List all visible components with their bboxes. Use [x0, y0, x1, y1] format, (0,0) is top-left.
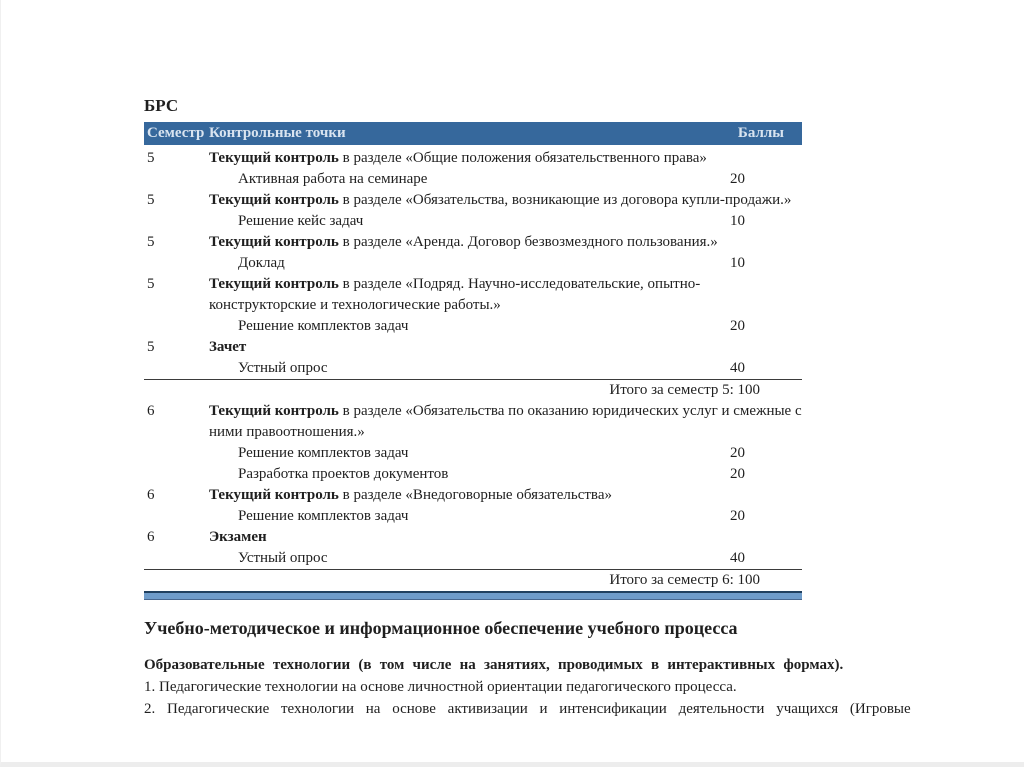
- control-points-cell: [209, 527, 802, 548]
- control-points-cell: Решение кейс задач: [238, 213, 364, 229]
- table-row: [144, 464, 802, 485]
- semester-cell: [144, 316, 209, 337]
- table-row: [144, 169, 802, 190]
- table-row: [144, 443, 802, 464]
- semester-cell: 6: [147, 529, 155, 545]
- table-row: [144, 211, 802, 232]
- table-row: [144, 190, 802, 211]
- control-point-title: Текущий контроль: [209, 192, 339, 208]
- table-row: [144, 548, 802, 569]
- edu-tech-intro: Образовательные технологии (в том числе на занятиях, проводимых в интерактивных формах).: [144, 657, 844, 673]
- control-points-cell: [209, 485, 802, 506]
- points-cell: 20: [730, 171, 745, 187]
- semester-cell: 6: [147, 403, 155, 419]
- total-label: Итого за семестр 6: 100: [609, 572, 760, 588]
- header-control-points: Контрольные точки: [209, 125, 346, 141]
- table-row: [144, 145, 802, 169]
- table-footer-bar: [144, 591, 802, 600]
- brs-table: [144, 122, 802, 600]
- control-points-cell: [209, 401, 802, 443]
- points-cell: 40: [730, 550, 745, 566]
- control-points-cell: [209, 148, 802, 169]
- page-title: БРС: [144, 96, 179, 115]
- semester-cell: 5: [147, 150, 155, 166]
- control-points-cell: Активная работа на семинаре: [238, 171, 428, 187]
- bottom-section: [144, 617, 944, 720]
- control-point-title: Текущий контроль: [209, 234, 339, 250]
- control-points-cell: Доклад: [238, 255, 285, 271]
- total-row: [144, 569, 802, 591]
- table-row: [144, 358, 802, 379]
- header-points: Баллы: [737, 125, 784, 141]
- control-point-title: Зачет: [209, 339, 247, 355]
- control-point-title: Текущий контроль: [209, 487, 339, 503]
- table-row: [144, 401, 802, 443]
- total-label: Итого за семестр 5: 100: [609, 382, 760, 398]
- points-cell: 10: [730, 255, 745, 271]
- semester-cell: [144, 211, 209, 232]
- semester-cell: [144, 464, 209, 485]
- semester-cell: [144, 253, 209, 274]
- control-points-cell: Разработка проектов документов: [238, 466, 449, 482]
- semester-cell: [144, 443, 209, 464]
- control-point-title: Экзамен: [209, 529, 267, 545]
- points-cell: 20: [730, 466, 745, 482]
- control-points-cell: Решение комплектов задач: [238, 508, 409, 524]
- semester-cell: [144, 506, 209, 527]
- table-header-row: [144, 122, 802, 145]
- control-point-description: в разделе «Внедоговорные обязательства»: [338, 487, 612, 503]
- control-points-cell: Устный опрос: [238, 360, 328, 376]
- control-point-description: в разделе «Аренда. Договор безвозмездного пользования.»: [338, 234, 718, 250]
- control-point-description: в разделе «Обязательства по оказанию юридических услуг и смежные с ними правоотношения.»: [209, 403, 802, 440]
- total-row: [144, 379, 802, 401]
- table-row: [144, 506, 802, 527]
- table-row: [144, 485, 802, 506]
- semester-cell: 5: [147, 192, 155, 208]
- points-cell: 40: [730, 360, 745, 376]
- points-cell: 20: [730, 318, 745, 334]
- semester-cell: [144, 358, 209, 379]
- semester-cell: [144, 169, 209, 190]
- control-points-cell: [209, 190, 802, 211]
- control-points-cell: Решение комплектов задач: [238, 445, 409, 461]
- edu-tech-item-2: 2. Педагогические технологии на основе активизации и интенсификации деятельности учащихся (Игровые: [144, 701, 911, 717]
- section-heading: Учебно-методическое и информационное обеспечение учебного процесса: [144, 618, 738, 638]
- table-rows: [144, 145, 802, 591]
- control-points-cell: [209, 274, 802, 316]
- control-point-title: Текущий контроль: [209, 403, 339, 419]
- table-row: [144, 316, 802, 337]
- semester-cell: [144, 548, 209, 569]
- control-point-description: в разделе «Обязательства, возникающие из договора купли-продажи.»: [338, 192, 792, 208]
- table-row: [144, 274, 802, 316]
- table-row: [144, 253, 802, 274]
- points-cell: 20: [730, 508, 745, 524]
- control-points-cell: [209, 337, 802, 358]
- table-row: [144, 527, 802, 548]
- table-row: [144, 232, 802, 253]
- control-points-cell: Устный опрос: [238, 550, 328, 566]
- semester-cell: 6: [147, 487, 155, 503]
- control-point-description: в разделе «Подряд. Научно-исследовательские, опытно-конструкторские и технологические работы.»: [209, 276, 701, 313]
- table-row: [144, 337, 802, 358]
- control-point-title: Текущий контроль: [209, 276, 339, 292]
- control-point-title: Текущий контроль: [209, 150, 339, 166]
- semester-cell: 5: [147, 234, 155, 250]
- points-cell: 20: [730, 445, 745, 461]
- semester-cell: 5: [147, 276, 155, 292]
- control-points-cell: [209, 232, 802, 253]
- points-cell: 10: [730, 213, 745, 229]
- header-semester: Семестр: [147, 125, 205, 141]
- semester-cell: 5: [147, 339, 155, 355]
- edu-tech-item-1: 1. Педагогические технологии на основе личностной ориентации педагогического процесса.: [144, 679, 737, 695]
- control-points-cell: Решение комплектов задач: [238, 318, 409, 334]
- control-point-description: в разделе «Общие положения обязательственного права»: [338, 150, 707, 166]
